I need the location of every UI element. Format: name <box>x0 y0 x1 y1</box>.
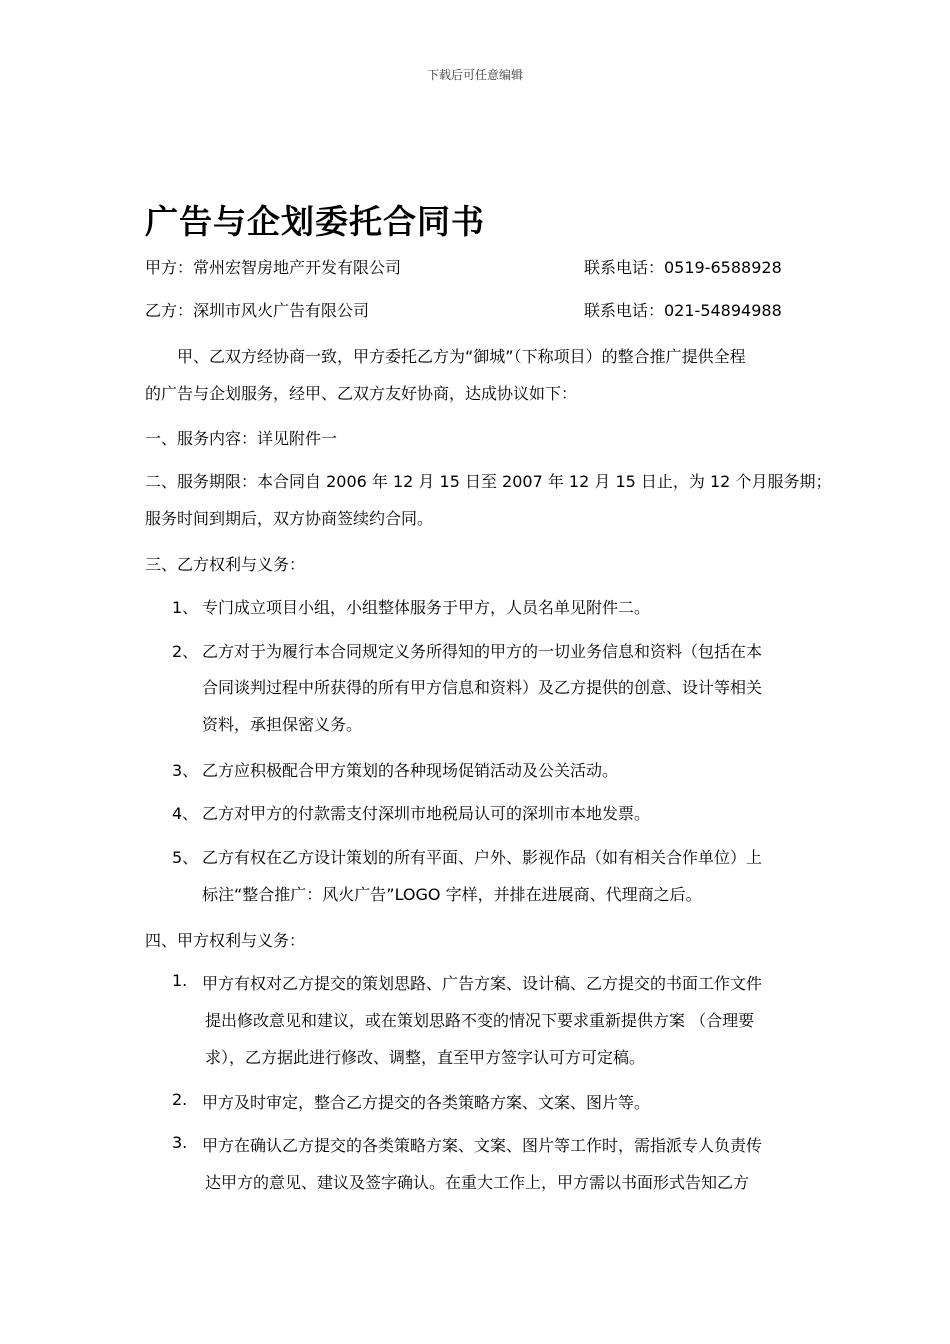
party-a-phone: 联系电话：0519-6588928 <box>584 258 782 277</box>
item-number: 2. <box>172 1090 188 1109</box>
item-text: 合同谈判过程中所获得的所有甲方信息和资料）及乙方提供的创意、设计等相关 <box>202 678 763 697</box>
section-1-service-content: 一、服务内容：详见附件一 <box>145 429 338 448</box>
section-3-heading: 三、乙方权利与义务： <box>145 555 306 574</box>
party-a-line <box>145 255 782 278</box>
section-4-heading: 四、甲方权利与义务： <box>145 931 306 950</box>
item-text: 甲方及时审定，整合乙方提交的各类策略方案、文案、图片等。 <box>202 1093 651 1112</box>
item-number: 5、 <box>172 848 199 867</box>
item-text: 乙方有权在乙方设计策划的所有平面、户外、影视作品（如有相关合作单位）上 <box>202 848 763 867</box>
intro-line-1: 甲、乙双方经协商一致，甲方委托乙方为“御城”（下称项目）的整合推广提供全程 <box>177 347 746 366</box>
item-text: 甲方在确认乙方提交的各类策略方案、文案、图片等工作时，需指派专人负责传 <box>202 1136 763 1155</box>
intro-line-2: 的广告与企划服务，经甲、乙双方友好协商，达成协议如下： <box>145 384 578 403</box>
section-2-line-2: 服务时间到期后，双方协商签续约合同。 <box>145 509 434 528</box>
item-text: 达甲方的意见、建议及签字确认。在重大工作上，甲方需以书面形式告知乙方 <box>205 1173 750 1192</box>
item-text: 乙方对于为履行本合同规定义务所得知的甲方的一切业务信息和资料（包括在本 <box>202 642 763 661</box>
item-number: 3. <box>172 1133 188 1152</box>
item-text: 甲方有权对乙方提交的策划思路、广告方案、设计稿、乙方提交的书面工作文件 <box>202 974 763 993</box>
item-text: 乙方对甲方的付款需支付深圳市地税局认可的深圳市本地发票。 <box>202 804 651 823</box>
item-text: 乙方应积极配合甲方策划的各种现场促销活动及公关活动。 <box>202 761 619 780</box>
item-number: 3、 <box>172 761 199 780</box>
item-number: 4、 <box>172 804 199 823</box>
document-title: 广告与企划委托合同书 <box>145 202 485 241</box>
party-b-phone: 联系电话：021-54894988 <box>584 301 782 320</box>
header-note: 下载后可任意编辑 <box>426 68 523 82</box>
item-number: 1、 <box>172 598 199 617</box>
item-text: 专门成立项目小组，小组整体服务于甲方，人员名单见附件二。 <box>202 598 651 617</box>
item-text: 标注“整合推广：风火广告”LOGO 字样，并排在进展商、代理商之后。 <box>202 885 702 904</box>
party-a-label: 甲方：常州宏智房地产开发有限公司 <box>145 258 402 277</box>
item-text: 求），乙方据此进行修改、调整，直至甲方签字认可方可定稿。 <box>205 1048 646 1067</box>
item-number: 1. <box>172 971 188 990</box>
party-b-line <box>145 298 782 321</box>
section-2-line-1: 二、服务期限：本合同自 2006 年 12 月 15 日至 2007 年 12 月 15 日止，为 12 个月服务期； <box>145 472 832 491</box>
item-text: 资料，承担保密义务。 <box>202 715 363 734</box>
item-number: 2、 <box>172 642 199 661</box>
party-b-label: 乙方：深圳市风火广告有限公司 <box>145 301 370 320</box>
item-text: 提出修改意见和建议，或在策划思路不变的情况下要求重新提供方案 （合理要 <box>205 1011 755 1030</box>
